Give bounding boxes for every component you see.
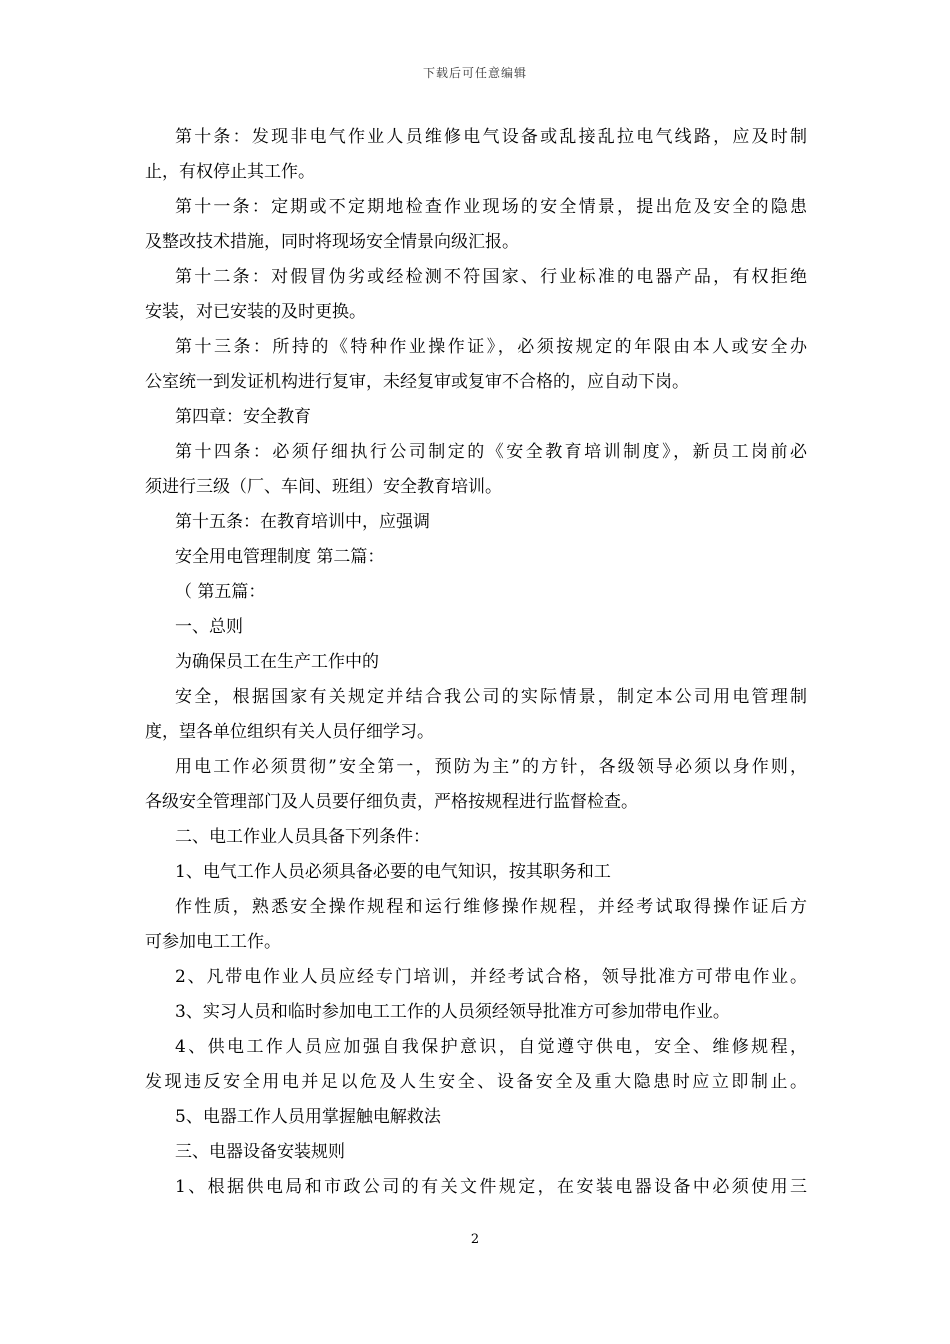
text-line: 发现违反安全用电并足以危及人生安全、设备安全及重大隐患时应立即制止。	[145, 1072, 807, 1092]
page-number: 2	[470, 1232, 480, 1247]
text-line: 须进行三级（厂、车间、班组）安全教育培训。	[145, 477, 502, 497]
text-line: 第四章：安全教育	[175, 407, 311, 427]
text-line: 第十二条：对假冒伪劣或经检测不符国家、行业标准的电器产品，有权拒绝	[175, 267, 807, 287]
text-line: 各级安全管理部门及人员要仔细负责，严格按规程进行监督检查。	[145, 792, 638, 812]
text-line: 止，有权停止其工作。	[145, 162, 315, 182]
text-line: （ 第五篇：	[175, 582, 266, 602]
text-line: 5、电器工作人员用掌握触电解救法	[175, 1107, 441, 1127]
page-header: 下载后可任意编辑	[422, 66, 527, 80]
text-line: 安全，根据国家有关规定并结合我公司的实际情景，制定本公司用电管理制	[175, 687, 807, 707]
text-line: 及整改技术措施，同时将现场安全情景向级汇报。	[145, 232, 519, 252]
text-line: 4、供电工作人员应加强自我保护意识，自觉遵守供电，安全、维修规程，	[175, 1037, 807, 1057]
text-line: 第十一条：定期或不定期地检查作业现场的安全情景，提出危及安全的隐患	[175, 197, 807, 217]
text-line: 安装，对已安装的及时更换。	[145, 302, 366, 322]
text-line: 作性质，熟悉安全操作规程和运行维修操作规程，并经考试取得操作证后方	[175, 897, 807, 917]
document-body	[145, 120, 807, 1205]
text-line: 用电工作必须贯彻”安全第一，预防为主”的方针，各级领导必须以身作则，	[175, 757, 807, 777]
text-line: 第十三条：所持的《特种作业操作证》，必须按规定的年限由本人或安全办	[175, 337, 807, 357]
text-line: 为确保员工在生产工作中的	[175, 652, 379, 672]
text-line: 第十四条：必须仔细执行公司制定的《安全教育培训制度》，新员工岗前必	[175, 442, 807, 462]
text-line: 3、实习人员和临时参加电工工作的人员须经领导批准方可参加带电作业。	[175, 1002, 730, 1022]
text-line: 可参加电工工作。	[145, 932, 281, 952]
text-line: 第十条：发现非电气作业人员维修电气设备或乱接乱拉电气线路，应及时制	[175, 127, 807, 147]
text-line: 度，望各单位组织有关人员仔细学习。	[145, 722, 434, 742]
text-line: 2、凡带电作业人员应经专门培训，并经考试合格，领导批准方可带电作业。	[175, 967, 807, 987]
text-line: 二、电工作业人员具备下列条件：	[175, 827, 430, 847]
text-line: 1、电气工作人员必须具备必要的电气知识，按其职务和工	[175, 862, 611, 882]
text-line: 一、总则	[175, 617, 243, 637]
text-line: 第十五条：在教育培训中，应强调	[175, 512, 430, 532]
text-line: 公室统一到发证机构进行复审，未经复审或复审不合格的，应自动下岗。	[145, 372, 689, 392]
text-line: 1、根据供电局和市政公司的有关文件规定，在安装电器设备中必须使用三	[175, 1177, 807, 1197]
text-line: 安全用电管理制度 第二篇：	[175, 547, 385, 567]
text-line: 三、电器设备安装规则	[175, 1142, 345, 1162]
